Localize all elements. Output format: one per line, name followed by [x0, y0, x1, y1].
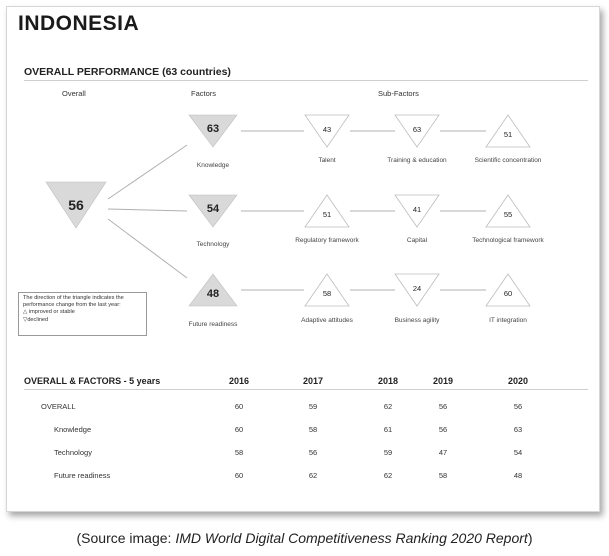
- table-row-label-0: OVERALL: [41, 402, 76, 411]
- table-cell-2-4: 54: [513, 448, 523, 457]
- subfactor-value-1-2: 55: [503, 210, 513, 219]
- year-header-2020: 2020: [507, 376, 529, 386]
- legend-line-1: The direction of the triangle indicates the: [23, 295, 124, 301]
- table-row-label-1: Knowledge: [54, 425, 92, 434]
- overall-connector-0: [108, 145, 187, 199]
- year-header-2016: 2016: [228, 376, 250, 386]
- factor-value-2: 48: [206, 288, 220, 300]
- overall-connector-1: [108, 209, 187, 211]
- subfactor-label-capital: Capital: [406, 237, 428, 244]
- overall-value: 56: [68, 197, 84, 213]
- legend-line-2: performance change from the last year:: [23, 302, 121, 309]
- countries-note: (63 countries): [162, 66, 231, 78]
- table-cell-0-2: 62: [383, 402, 393, 411]
- caption-suffix: ): [527, 530, 533, 546]
- source-caption: [0, 530, 609, 546]
- subfactor-label-regulatory-framework: Regulatory framework: [295, 237, 359, 244]
- table-cell-1-0: 60: [234, 425, 244, 434]
- legend-improved-label: improved or stable: [28, 309, 75, 316]
- triangle-legend: [18, 292, 147, 336]
- factor-value-0: 63: [206, 123, 220, 135]
- factor-label-knowledge: Knowledge: [196, 162, 230, 169]
- factor-value-1: 54: [206, 203, 220, 215]
- factor-label-future-readiness: Future readiness: [188, 321, 238, 328]
- subfactor-value-2-1: 24: [412, 284, 422, 293]
- subfactor-label-adaptive-attitudes: Adaptive attitudes: [301, 317, 353, 324]
- subfactor-value-0-0: 43: [322, 125, 332, 134]
- subfactors-column-header: Sub-Factors: [378, 89, 419, 98]
- legend-declined-label: declined: [27, 316, 49, 323]
- table-cell-0-4: 56: [513, 402, 523, 411]
- table-cell-1-4: 63: [513, 425, 523, 434]
- table-cell-1-1: 58: [308, 425, 318, 434]
- table-rule: [24, 389, 588, 390]
- year-header-2017: 2017: [302, 376, 324, 386]
- subfactor-value-1-1: 41: [412, 205, 422, 214]
- year-header-2018: 2018: [377, 376, 399, 386]
- overall-performance-label: OVERALL PERFORMANCE: [24, 66, 160, 78]
- table-cell-2-0: 58: [234, 448, 244, 457]
- table-cell-3-1: 62: [308, 471, 318, 480]
- subfactor-label-technological-framework: Technological framework: [472, 237, 544, 244]
- table-cell-2-1: 56: [308, 448, 318, 457]
- table-row-label-2: Technology: [54, 448, 92, 457]
- table-heading: OVERALL & FACTORS - 5 years: [24, 376, 161, 386]
- subfactor-label-business-agility: Business agility: [394, 317, 440, 324]
- page-title: INDONESIA: [18, 12, 140, 35]
- table-cell-3-4: 48: [513, 471, 523, 480]
- table-cell-3-3: 58: [438, 471, 448, 480]
- caption-source: IMD World Digital Competitiveness Ranking 2020 Report: [175, 530, 528, 546]
- overall-column-header: Overall: [62, 89, 86, 98]
- table-cell-3-0: 60: [234, 471, 244, 480]
- subfactor-value-2-0: 58: [322, 289, 332, 298]
- table-row-label-3: Future readiness: [54, 471, 111, 480]
- legend-improved: [23, 309, 142, 316]
- subfactor-label-scientific-concentration: Scientific concentration: [474, 157, 542, 164]
- legend-declined: [23, 317, 142, 324]
- year-header-2019: 2019: [432, 376, 454, 386]
- subfactor-value-0-1: 63: [412, 125, 422, 134]
- factors-column-header: Factors: [191, 89, 217, 98]
- table-cell-0-1: 59: [308, 402, 318, 411]
- subfactor-value-1-0: 51: [322, 210, 332, 219]
- triangle-up-icon: △: [23, 309, 28, 316]
- table-cell-2-3: 47: [438, 448, 448, 457]
- triangle-down-icon: ▽: [23, 316, 28, 323]
- subfactor-label-training-education: Training & education: [387, 157, 447, 164]
- factor-label-technology: Technology: [196, 241, 230, 248]
- subfactor-label-talent: Talent: [318, 157, 336, 164]
- overall-connector-2: [108, 219, 187, 278]
- table-cell-3-2: 62: [383, 471, 393, 480]
- table-cell-0-3: 56: [438, 402, 448, 411]
- table-cell-1-2: 61: [383, 425, 393, 434]
- table-cell-1-3: 56: [438, 425, 448, 434]
- subfactor-label-it-integration: IT integration: [489, 317, 527, 324]
- table-cell-2-2: 59: [383, 448, 393, 457]
- subfactor-value-2-2: 60: [503, 289, 513, 298]
- table-cell-0-0: 60: [234, 402, 244, 411]
- caption-prefix: (Source image:: [76, 530, 176, 546]
- subfactor-value-0-2: 51: [503, 130, 513, 139]
